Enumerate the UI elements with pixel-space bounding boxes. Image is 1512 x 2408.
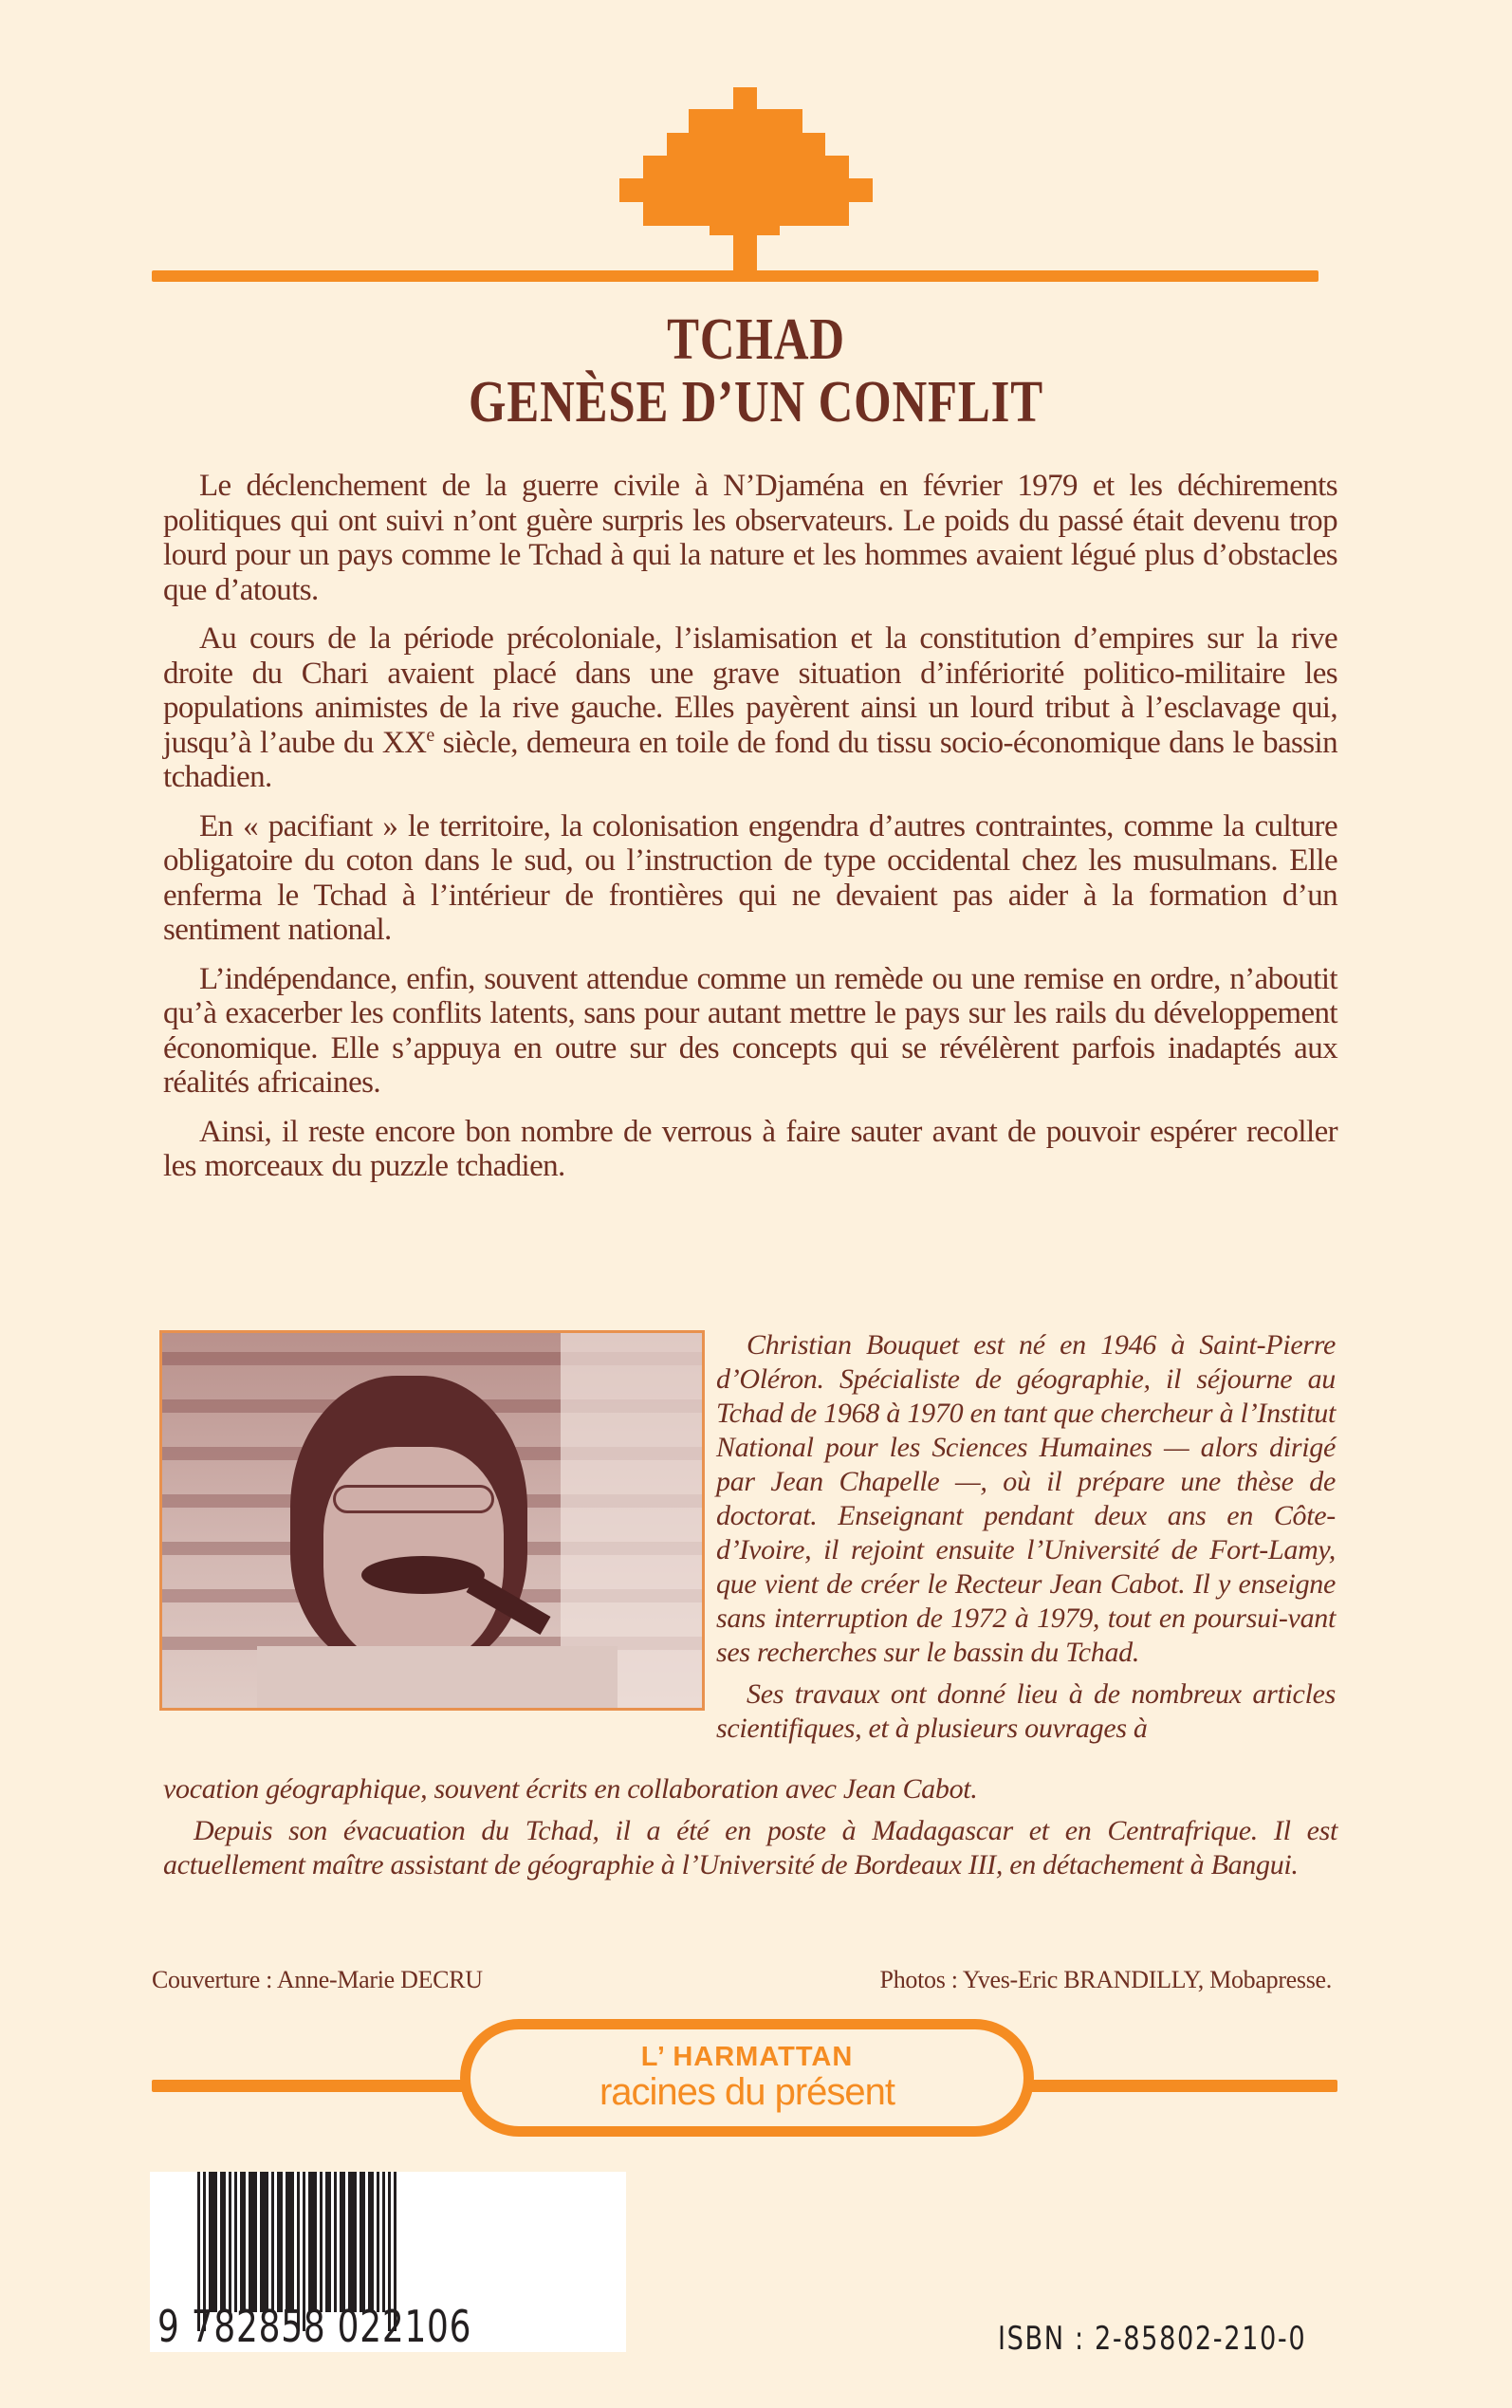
bio-paragraph: Depuis son évacuation du Tchad, il a été en poste à Madagascar et en Centrafrique. Il est actuellement maître assistant de géographie à l’Université de Bordeaux III, en détachement à Bangui. [163, 1815, 1337, 1880]
publisher-divider-left [152, 2080, 465, 2092]
blurb-paragraph: Ainsi, il reste encore bon nombre de verrous à faire sauter avant de pouvoir espérer recoller les morceaux du puzzle tchadien. [163, 1114, 1337, 1183]
book-title: TCHAD [667, 307, 845, 372]
author-photo [159, 1330, 705, 1711]
cover-credit: Couverture : Anne-Marie DECRU [152, 1966, 483, 1993]
bio-paragraph: Ses travaux ont donné lieu à de nombreux articles scientifiques, et à plusieurs ouvrages à [716, 1678, 1336, 1744]
barcode [150, 2172, 626, 2352]
isbn: ISBN : 2-85802-210-0 [998, 2320, 1307, 2358]
blurb-paragraph: Le déclenchement de la guerre civile à N’Djaména en février 1979 et les déchirements politiques qui ont suivi n’ont guère surpris les observateurs. Le poids du passé était devenu trop lourd pour un pays comme le Tchad à qui la nature et les hommes avaient légué plus d’obstacles que d’atouts. [163, 469, 1337, 607]
publisher-logo [460, 2019, 1034, 2137]
book-subtitle: GENÈSE D’UN CONFLIT [469, 370, 1043, 435]
bio-paragraph: vocation géographique, souvent écrits en collaboration avec Jean Cabot. [163, 1773, 978, 1805]
publisher-name: L’ HARMATTAN [640, 2042, 854, 2072]
blurb [163, 469, 1337, 1198]
blurb-paragraph: L’indépendance, enfin, souvent attendue comme un remède ou une remise en ordre, n’aboutit qu’à exacerber les conflits latents, sans pour autant mettre le pays sur les rails du développement économique. Elle s’appuya en outre sur des concepts qui se révélèrent parfois inadaptés aux réalités africaines. [163, 961, 1337, 1100]
publisher-divider-right [1029, 2080, 1337, 2092]
blurb-paragraph: Au cours de la période précoloniale, l’islamisation et la constitution d’empires sur la rive droite du Chari avaient placé dans une grave situation d’infériorité politico-militaire les populations animistes de la rive gauche. Elles payèrent ainsi un lourd tribut à l’esclavage qui, jusqu’à l’aube du XXe siècle, demeura en toile de fond du tissu socio-économique dans le bassin tchadien. [163, 621, 1337, 794]
header-divider [152, 270, 1318, 282]
blurb-paragraph: En « pacifiant » le territoire, la colonisation engendra d’autres contraintes, comme la culture obligatoire du coton dans le sud, ou l’instruction de type occidental chez les musulmans. Elle enferma le Tchad à l’intérieur de frontières qui ne devaient pas aider à la formation d’un sentiment national. [163, 808, 1337, 947]
author-bio [716, 1328, 1336, 1753]
bio-paragraph: Christian Bouquet est né en 1946 à Saint-Pierre d’Oléron. Spécialiste de géographie, il séjourne au Tchad de 1968 à 1970 en tant que chercheur à l’Institut National pour les Sciences Humaines — alors dirigé par Jean Chapelle —, où il prépare une thèse de doctorat. Enseignant pendant deux ans en Côte-d’Ivoire, il rejoint ensuite l’Université de Fort-Lamy, que vient de créer le Recteur Jean Cabot. Il y enseigne sans interruption de 1972 à 1979, tout en poursui-vant ses recherches sur le bassin du Tchad. [716, 1329, 1336, 1668]
series-name: racines du présent [599, 2071, 895, 2113]
photo-credit: Photos : Yves-Eric BRANDILLY, Mobapresse. [879, 1966, 1332, 1993]
author-bio-continued [163, 1772, 1337, 1890]
barcode-bars [197, 2172, 510, 2312]
barcode-digits: 9 782858 022106 [157, 2301, 472, 2352]
